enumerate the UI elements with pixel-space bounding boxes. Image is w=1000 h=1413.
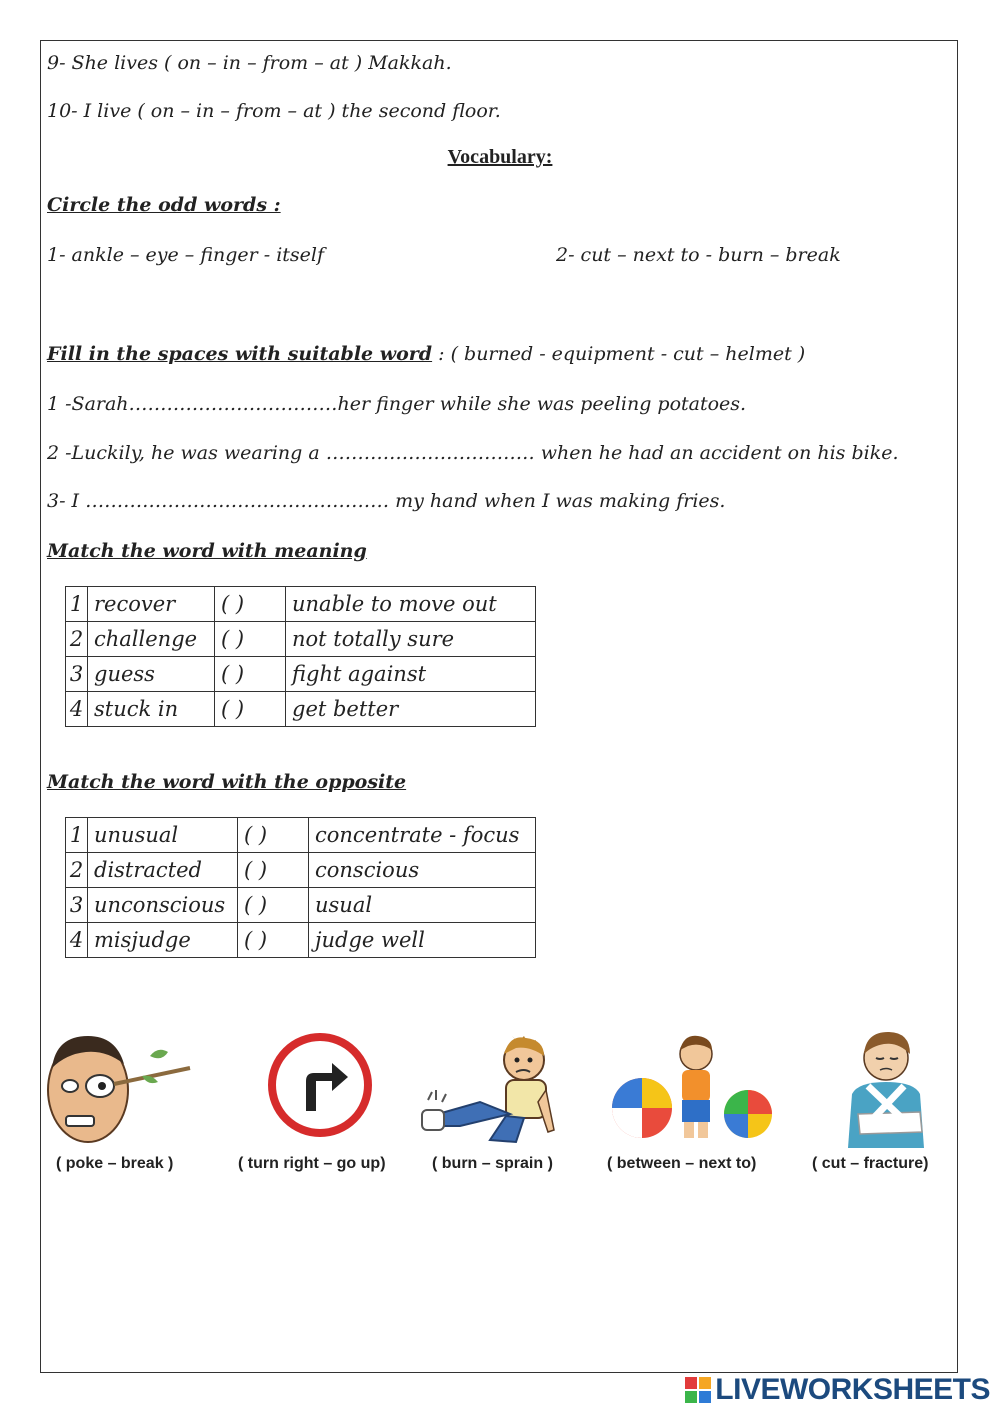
odd-words-q1: 1- ankle – eye – finger - itself bbox=[47, 244, 325, 266]
answer-blank[interactable]: ( ) bbox=[238, 818, 309, 853]
match-opposite: conscious bbox=[309, 853, 536, 888]
row-number: 1 bbox=[66, 818, 88, 853]
picture-caption-4: ( between – next to) bbox=[607, 1155, 757, 1172]
table-row bbox=[66, 587, 536, 622]
picture-caption-5: ( cut – fracture) bbox=[812, 1155, 929, 1172]
row-number: 3 bbox=[66, 657, 88, 692]
match-opposite-table bbox=[65, 817, 536, 958]
answer-blank[interactable]: ( ) bbox=[215, 657, 286, 692]
word-bank: : ( burned - equipment - cut – helmet ) bbox=[432, 343, 806, 365]
poked-eye-icon bbox=[46, 1028, 192, 1152]
match-word: guess bbox=[88, 657, 215, 692]
match-opposite-heading: Match the word with the opposite bbox=[47, 771, 407, 793]
arm-sling-boy-icon bbox=[828, 1028, 946, 1150]
turn-right-sign-icon bbox=[268, 1033, 372, 1137]
odd-words-q2: 2- cut – next to - burn – break bbox=[556, 244, 841, 266]
brand-name: LIVEWORKSHEETS bbox=[715, 1373, 990, 1406]
match-opposite: concentrate - focus bbox=[309, 818, 536, 853]
row-number: 2 bbox=[66, 622, 88, 657]
match-word: distracted bbox=[88, 853, 238, 888]
question-10: 10- I live ( on – in – from – at ) the second floor. bbox=[47, 100, 501, 122]
match-opposite: usual bbox=[309, 888, 536, 923]
match-word: unusual bbox=[88, 818, 238, 853]
match-meaning: get better bbox=[286, 692, 536, 727]
match-word: recover bbox=[88, 587, 215, 622]
answer-blank[interactable]: ( ) bbox=[215, 622, 286, 657]
match-word: misjudge bbox=[88, 923, 238, 958]
answer-blank[interactable]: ( ) bbox=[215, 587, 286, 622]
fill-in-instruction bbox=[47, 343, 805, 365]
picture-caption-1: ( poke – break ) bbox=[56, 1155, 174, 1172]
row-number: 3 bbox=[66, 888, 88, 923]
row-number: 1 bbox=[66, 587, 88, 622]
vocabulary-title: Vocabulary: bbox=[447, 146, 553, 168]
match-meaning: unable to move out bbox=[286, 587, 536, 622]
match-meaning: not totally sure bbox=[286, 622, 536, 657]
table-row bbox=[66, 818, 536, 853]
match-word: unconscious bbox=[88, 888, 238, 923]
liveworksheets-brand bbox=[685, 1373, 990, 1407]
question-9: 9- She lives ( on – in – from – at ) Makkah. bbox=[47, 52, 452, 74]
match-meaning-table bbox=[65, 586, 536, 727]
answer-blank[interactable]: ( ) bbox=[215, 692, 286, 727]
table-row bbox=[66, 853, 536, 888]
table-row bbox=[66, 888, 536, 923]
odd-words-heading: Circle the odd words : bbox=[47, 194, 281, 216]
liveworksheets-logo-icon bbox=[685, 1377, 711, 1403]
fill-in-q3: 3- I ………………………………………… my hand when I was making fries. bbox=[47, 490, 726, 512]
boy-between-balls-icon bbox=[612, 1032, 772, 1144]
picture-caption-3: ( burn – sprain ) bbox=[432, 1155, 553, 1172]
answer-blank[interactable]: ( ) bbox=[238, 923, 309, 958]
fill-in-q2: 2 -Luckily, he was wearing a …………………………… when he had an accident on his bike. bbox=[47, 442, 899, 464]
table-row bbox=[66, 657, 536, 692]
match-opposite: judge well bbox=[309, 923, 536, 958]
row-number: 4 bbox=[66, 692, 88, 727]
fill-in-heading: Fill in the spaces with suitable word bbox=[47, 343, 433, 365]
answer-blank[interactable]: ( ) bbox=[238, 853, 309, 888]
picture-caption-2: ( turn right – go up) bbox=[238, 1155, 386, 1172]
match-meaning: fight against bbox=[286, 657, 536, 692]
match-word: stuck in bbox=[88, 692, 215, 727]
match-word: challenge bbox=[88, 622, 215, 657]
match-meaning-heading: Match the word with meaning bbox=[47, 540, 367, 562]
sprained-ankle-boy-icon bbox=[420, 1030, 560, 1150]
table-row bbox=[66, 923, 536, 958]
table-row bbox=[66, 622, 536, 657]
row-number: 4 bbox=[66, 923, 88, 958]
row-number: 2 bbox=[66, 853, 88, 888]
fill-in-q1: 1 -Sarah……………………………her finger while she was peeling potatoes. bbox=[47, 393, 747, 415]
table-row bbox=[66, 692, 536, 727]
answer-blank[interactable]: ( ) bbox=[238, 888, 309, 923]
